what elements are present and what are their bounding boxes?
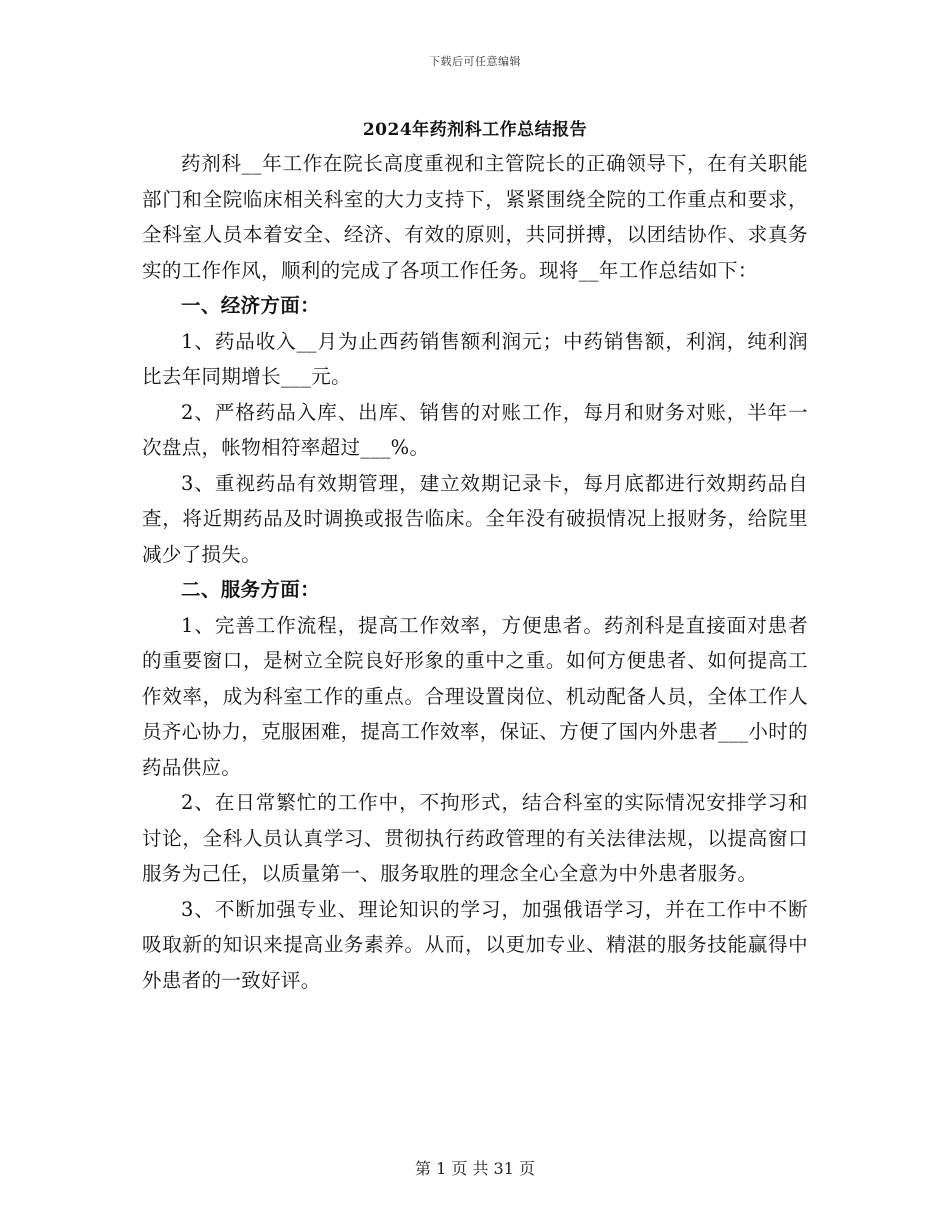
- service-item-2: 2、在日常繁忙的工作中，不拘形式，结合科室的实际情况安排学习和讨论，全科人员认真学习、贯彻执行药政管理的有关法律法规，以提高窗口服务为己任，以质量第一、服务取胜的理念全心全意为中外患者服务。: [142, 791, 808, 885]
- economy-item-2: 2、严格药品入库、出库、销售的对账工作，每月和财务对账，半年一次盘点，帐物相符率超过___%。: [142, 400, 808, 459]
- header-note: 下载后可任意编辑: [429, 55, 521, 68]
- section-heading-service: 二、服务方面：: [181, 578, 320, 601]
- economy-item-3: 3、重视药品有效期管理，建立效期记录卡，每月底都进行效期药品自查，将近期药品及时调换或报告临床。全年没有破损情况上报财务，给院里减少了损失。: [142, 471, 808, 566]
- section-heading-economy: 一、经济方面：: [181, 294, 320, 317]
- economy-item-1: 1、药品收入__月为止西药销售额利润元；中药销售额，利润，纯利润比去年同期增长___元。: [142, 329, 808, 388]
- document-body: [142, 146, 808, 998]
- page-footer: 第 1 页 共 31 页: [415, 1159, 535, 1178]
- service-item-3: 3、不断加强专业、理论知识的学习，加强俄语学习，并在工作中不断吸取新的知识来提高业务素养。从而，以更加专业、精湛的服务技能赢得中外患者的一致好评。: [142, 897, 808, 992]
- intro-paragraph: 药剂科__年工作在院长高度重视和主管院长的正确领导下，在有关职能部门和全院临床相关科室的大力支持下，紧紧围绕全院的工作重点和要求，全科室人员本着安全、经济、有效的原则，共同拼搏，以团结协作、求真务实的工作作风，顺利的完成了各项工作任务。现将__年工作总结如下：: [142, 152, 808, 282]
- service-item-1: 1、完善工作流程，提高工作效率，方便患者。药剂科是直接面对患者的重要窗口，是树立全院良好形象的重中之重。如何方便患者、如何提高工作效率，成为科室工作的重点。合理设置岗位、机动配备人员，全体工作人员齐心协力，克服困难，提高工作效率，保证、方便了国内外患者___小时的药品供应。: [142, 613, 808, 779]
- document-title: 2024年药剂科工作总结报告: [362, 120, 588, 140]
